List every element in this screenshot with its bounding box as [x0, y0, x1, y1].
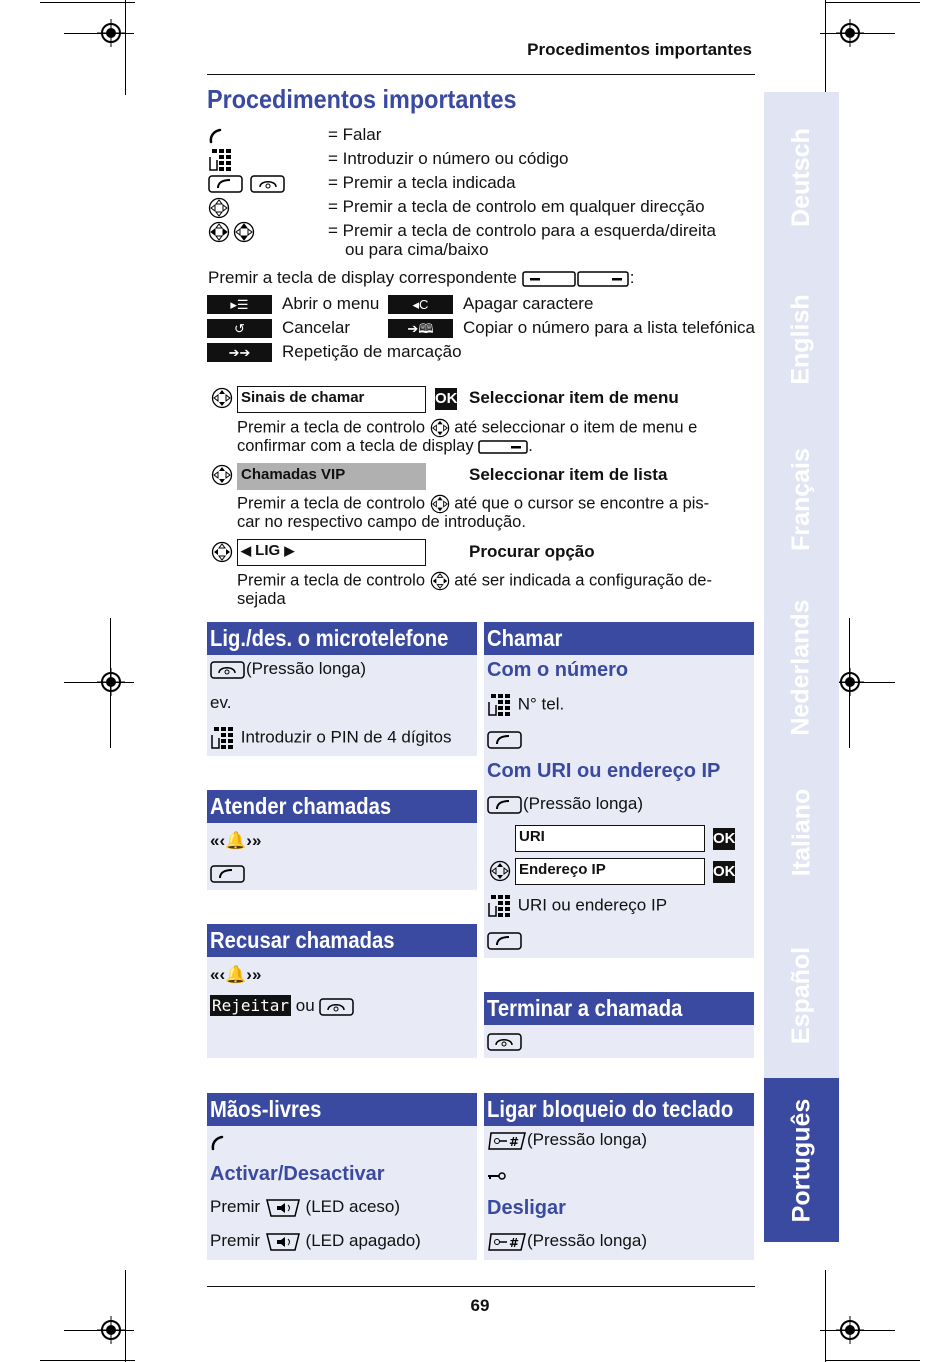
control-key-icon	[208, 197, 230, 219]
instruction-text: Premir a tecla de controlo até que o cursor se encontre a pis-	[237, 494, 710, 513]
panel-line	[210, 1131, 226, 1153]
panel-line	[487, 1030, 523, 1052]
crop-line	[820, 1330, 895, 1331]
left-arrow-icon: ◀	[241, 543, 251, 558]
key-icon	[487, 1170, 507, 1182]
panel-title: Ligar bloqueio do teclado	[484, 1093, 754, 1126]
panel-line	[487, 728, 523, 750]
panel-line: URI ou endereço IP	[487, 894, 667, 918]
symbol-row: = Premir a tecla de controlo em qualquer direcção	[208, 196, 230, 218]
speaker-key-icon	[265, 1199, 301, 1217]
panel-keylock	[484, 1093, 754, 1260]
control-key-icon	[211, 541, 233, 563]
panel-line: Premir (LED apagado)	[210, 1231, 421, 1250]
panel-line: N° tel.	[487, 693, 564, 717]
panel-line	[487, 929, 523, 951]
ringing-icon: «‹🔔›»	[210, 831, 262, 850]
talk-key-icon	[487, 731, 523, 749]
crop-line	[40, 2, 135, 3]
copy-to-directory-display-key: ➔🕮	[388, 319, 453, 338]
section-label: Seleccionar item de lista	[469, 465, 668, 484]
option-box: ◀ LIG ▶	[237, 539, 426, 566]
panel-reject	[207, 924, 477, 1058]
display-key-label: Repetição de marcação	[282, 342, 462, 361]
tab-nederlands[interactable]: Nederlands	[787, 598, 816, 736]
instruction-text: car no respectivo campo de introdução.	[237, 513, 526, 531]
panel-subtitle: Activar/Desactivar	[210, 1163, 385, 1185]
tab-italiano[interactable]: Italiano	[787, 788, 816, 876]
display-key-label: Abrir o menu	[282, 294, 380, 313]
keypad-icon	[208, 148, 234, 172]
instruction-text: confirmar com a tecla de display .	[237, 437, 533, 455]
crop-line	[825, 1270, 826, 1362]
panel-line	[487, 1164, 507, 1186]
instruction-text: Premir a tecla de controlo até seleccionar o item de menu e	[237, 418, 698, 437]
end-call-key-icon	[487, 1033, 523, 1051]
display-key-icon	[478, 439, 528, 455]
control-key-icon	[211, 387, 233, 409]
control-keys-lr-ud-icon	[208, 221, 256, 243]
redial-display-key: ➔➔	[207, 343, 272, 362]
panel-subtitle: Com URI ou endereço IP	[487, 760, 721, 782]
crop-line	[849, 618, 850, 748]
crop-line	[820, 33, 895, 34]
header-rule	[207, 74, 755, 75]
crop-line	[825, 0, 826, 95]
symbol-row: = Premir a tecla de controlo para a esquerda/direita	[208, 220, 256, 242]
symbol-row: = Introduzir o número ou código	[208, 148, 234, 170]
call-end-keys-icon	[208, 174, 288, 194]
control-key-icon	[430, 494, 450, 514]
language-tabs	[764, 92, 839, 1242]
symbol-row-continuation: ou para cima/baixo	[345, 240, 489, 259]
handset-icon	[208, 127, 224, 145]
crop-line	[64, 33, 134, 34]
panel-line: Introduzir o PIN de 4 dígitos	[210, 726, 451, 750]
panel-call	[484, 622, 754, 958]
keypad-icon	[487, 693, 513, 717]
list-item-box: Chamadas VIP	[237, 463, 426, 490]
control-key-icon	[430, 418, 450, 438]
control-key-icon	[211, 464, 233, 486]
ok-key: OK	[713, 828, 735, 850]
handset-icon	[210, 1134, 226, 1152]
panel-title: Terminar a chamada	[484, 992, 754, 1025]
menu-item-box: Sinais de chamar	[237, 386, 426, 413]
panel-line: ev.	[210, 693, 232, 712]
ringing-icon: «‹🔔›»	[210, 965, 262, 984]
crop-line	[110, 618, 111, 748]
display-keys-intro: Premir a tecla de display correspondente :	[208, 268, 635, 287]
panel-end-call	[484, 992, 754, 1058]
page-number: 69	[470, 1296, 490, 1315]
running-header: Procedimentos importantes	[527, 40, 752, 59]
panel-line: (Pressão longa)	[487, 793, 643, 815]
crop-line	[825, 1360, 920, 1361]
crop-line	[40, 1360, 135, 1361]
display-key-label: Apagar caractere	[463, 294, 594, 313]
panel-title: Mãos-livres	[207, 1093, 477, 1126]
panel-line: Premir (LED aceso)	[210, 1197, 401, 1216]
panel-handsfree	[207, 1093, 477, 1260]
panel-answer	[207, 790, 477, 890]
section-label: Procurar opção	[469, 542, 595, 561]
panel-title: Atender chamadas	[207, 790, 477, 823]
display-key-label: Copiar o número para a lista telefónica	[463, 318, 755, 337]
crop-line	[825, 2, 920, 3]
speaker-key-icon	[265, 1233, 301, 1251]
panel-line: (Pressão longa)	[210, 658, 366, 680]
talk-key-icon	[487, 932, 523, 950]
crop-line	[64, 682, 134, 683]
tab-english[interactable]: English	[787, 294, 816, 385]
instruction-text: Premir a tecla de controlo até ser indicada a configuração de-	[237, 571, 712, 590]
panel-subtitle: Com o número	[487, 659, 629, 681]
talk-key-icon	[210, 865, 246, 883]
panel-line: Rejeitar ou	[210, 995, 355, 1017]
panel-line: # (Pressão longa)	[487, 1129, 647, 1151]
display-keys-icon	[522, 270, 630, 288]
end-call-key-icon	[319, 998, 355, 1016]
tab-francais[interactable]: Français	[787, 448, 815, 551]
ok-key: OK	[713, 861, 735, 883]
control-key-icon	[489, 860, 511, 882]
panel-line: # (Pressão longa)	[487, 1230, 647, 1252]
tab-espanol[interactable]: Español	[787, 946, 815, 1044]
menu-display-key: ▸☰	[207, 295, 272, 314]
end-call-key-icon	[210, 661, 246, 679]
panel-title: Lig./des. o microtelefone	[207, 622, 477, 655]
right-arrow-icon: ▶	[284, 543, 295, 558]
control-key-icon	[430, 571, 450, 591]
panel-title: Chamar	[484, 622, 754, 655]
crop-line	[125, 0, 126, 95]
hash-key-icon	[487, 1132, 527, 1150]
keypad-icon	[487, 894, 513, 918]
ok-key: OK	[435, 388, 457, 410]
panel-handset	[207, 622, 477, 756]
instruction-text: sejada	[237, 590, 286, 608]
tab-portugues[interactable]: Português	[764, 1078, 839, 1242]
panel-title: Recusar chamadas	[207, 924, 477, 957]
talk-key-icon	[487, 796, 523, 814]
hash-key-icon	[487, 1233, 527, 1251]
tab-deutsch[interactable]: Deutsch	[787, 127, 816, 227]
crop-line	[64, 1330, 134, 1331]
cancel-display-key: ↺	[207, 319, 272, 338]
footer-rule	[207, 1286, 755, 1287]
panel-subtitle: Desligar	[487, 1197, 566, 1219]
reject-display-key: Rejeitar	[212, 996, 290, 1015]
crop-line	[125, 1270, 126, 1362]
symbol-row: = Falar	[208, 124, 224, 146]
page-title: Procedimentos importantes	[207, 84, 517, 114]
display-key-label: Cancelar	[282, 318, 351, 337]
section-label: Seleccionar item de menu	[469, 388, 679, 407]
svg-text:#: #	[509, 1134, 520, 1149]
svg-text:#: #	[509, 1235, 520, 1250]
uri-box: URI	[515, 825, 705, 852]
keypad-icon	[210, 726, 236, 750]
ip-address-box: Endereço IP	[515, 858, 705, 885]
delete-display-key: ◂C	[388, 295, 453, 314]
panel-line	[210, 862, 246, 884]
symbol-row: = Premir a tecla indicada	[208, 172, 288, 194]
